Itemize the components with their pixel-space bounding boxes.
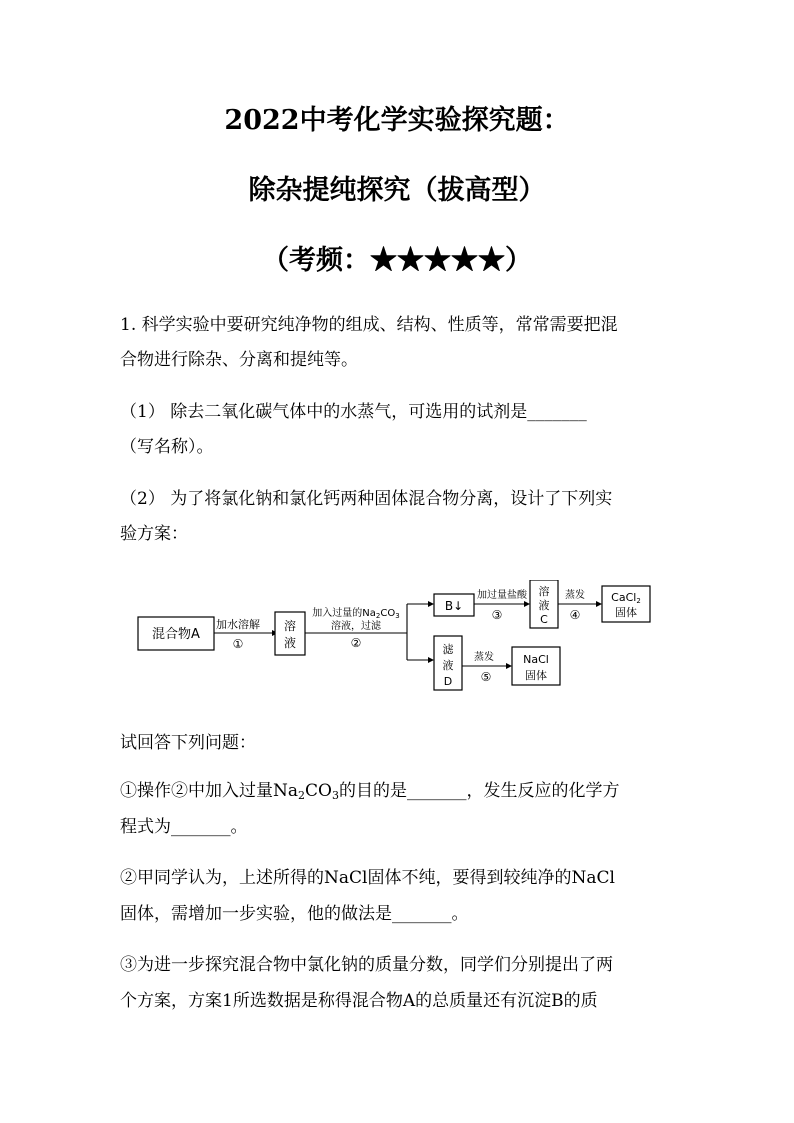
solution-label-2: 液 (283, 636, 297, 650)
page-title-line-2: 除杂提纯探究（拔高型） (248, 175, 546, 206)
q1-intro-line-2: 合物进行除杂、分离和提纯等。 (120, 350, 358, 370)
page-title-line-3: （考频：★★★★★） (262, 245, 532, 276)
q1-intro-line-1: 1. 科学实验中要研究纯净物的组成、结构、性质等，常常需要把混 (120, 315, 618, 335)
cacl2-label: CaCl2 (611, 591, 641, 605)
arrow-head-lower (428, 657, 434, 663)
step-5-number: ⑤ (480, 670, 492, 684)
step-4-number: ④ (569, 608, 581, 622)
q1-sub2-line-1: （2） 为了将氯化钠和氯化钙两种固体混合物分离，设计了下列实 (120, 489, 613, 509)
arrow-head-upper (428, 601, 434, 607)
arrow-head-4 (596, 601, 602, 607)
nacl-label: NaCl (523, 653, 549, 666)
solution-label-1: 溶 (283, 619, 297, 633)
mixture-a-label: 混合物A (152, 627, 200, 642)
filtrate-d-label-2: 液 (442, 659, 454, 672)
question-a-line-2: 程式为_______。 (120, 817, 248, 837)
q1-sub1-line-1: （1） 除去二氧化碳气体中的水蒸气，可选用的试剂是_______ (120, 402, 587, 422)
solution-c-label-2: 液 (538, 599, 550, 612)
step-5-label: 蒸发 (474, 652, 494, 663)
precipitate-b-label: B↓ (444, 599, 464, 613)
solution-c-label-1: 溶 (538, 585, 550, 598)
arrow-head-5 (506, 663, 512, 669)
filtrate-d-label-3: D (443, 675, 453, 688)
step-2-number: ② (350, 636, 362, 650)
question-c-line-1: ③为进一步探究混合物中氯化钠的质量分数，同学们分别提出了两 (120, 955, 613, 975)
cacl2-solid-label: 固体 (615, 606, 637, 619)
q1-sub2-line-2: 验方案： (120, 524, 188, 544)
step-4-label: 蒸发 (565, 590, 585, 601)
questions-heading: 试回答下列问题： (120, 733, 256, 753)
step-3-number: ③ (491, 608, 503, 622)
separation-flowchart (130, 580, 670, 700)
arrow-head-3 (524, 601, 530, 607)
step-3-label: 加过量盐酸 (477, 590, 527, 601)
step-1-number: ① (232, 637, 244, 651)
page-title-line-1: 2022中考化学实验探究题： (224, 105, 570, 136)
step-2-label-top: 加入过量的$Na_2CO_3$ (312, 608, 400, 620)
question-b-line-1: ②甲同学认为，上述所得的NaCl固体不纯，要得到较纯净的NaCl (120, 868, 615, 888)
nacl-solid-label: 固体 (525, 669, 547, 682)
solution-c-label-3: C (540, 613, 548, 626)
filtrate-d-label-1: 滤 (442, 643, 454, 656)
question-c-line-2: 个方案，方案1所选数据是称得混合物A的总质量还有沉淀B的质 (120, 991, 598, 1011)
step-2-label-bottom: 溶液，过滤 (331, 621, 381, 632)
question-b-line-2: 固体，需增加一步实验，他的做法是_______。 (120, 904, 469, 924)
step-1-label: 加水溶解 (216, 618, 260, 631)
q1-sub1-line-2: （写名称）。 (120, 437, 214, 457)
question-a-line-1: ①操作②中加入过量$Na_2CO_3$的目的是_______，发生反应的化学方 (120, 781, 620, 802)
